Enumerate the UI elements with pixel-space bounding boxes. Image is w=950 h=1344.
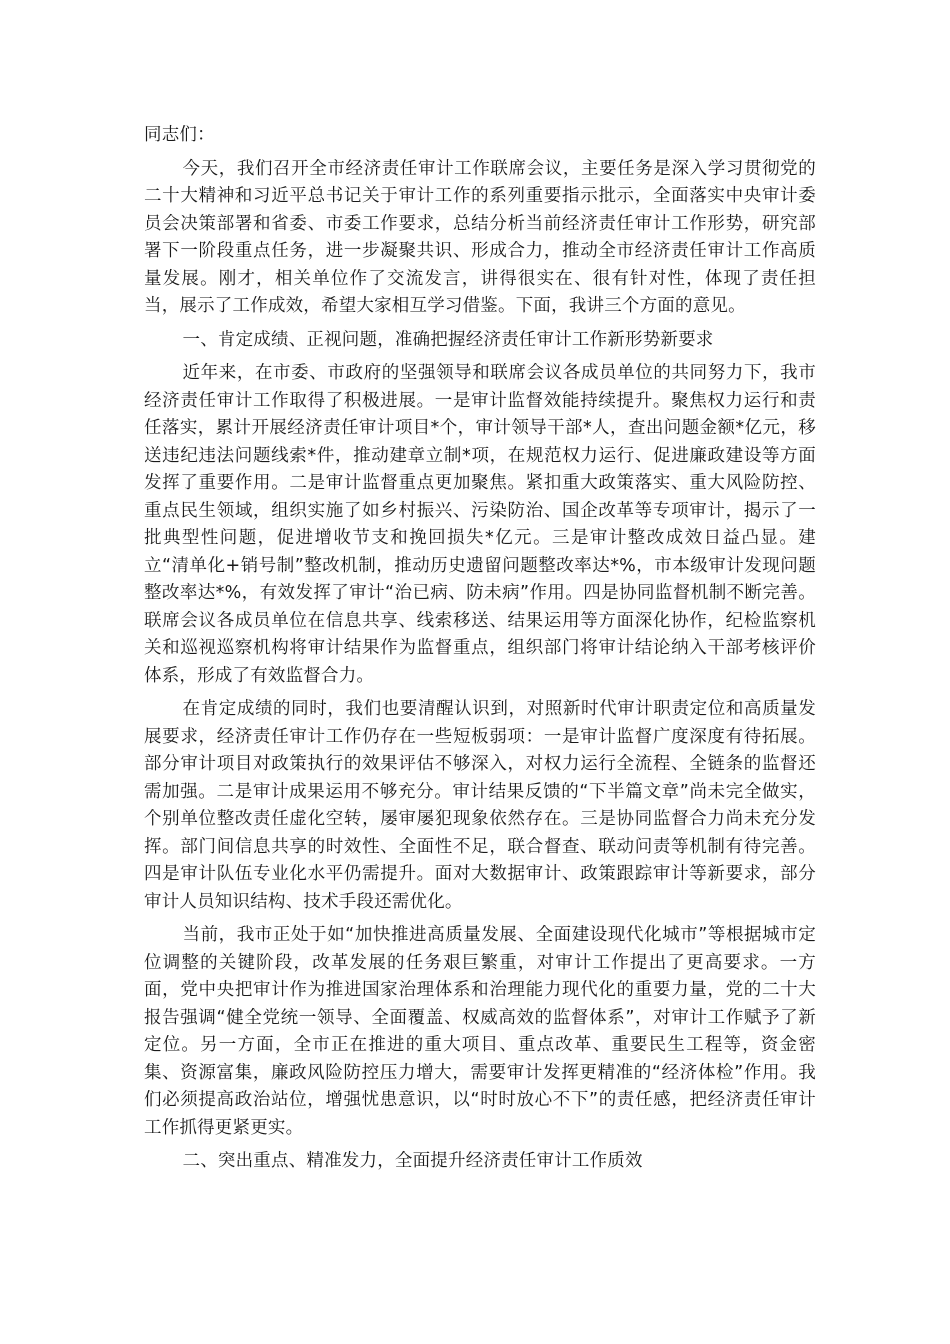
greeting: 同志们：: [144, 125, 215, 145]
section-heading-1: 一、肯定成绩、正视问题，准确把握经济责任审计工作新形势新要求: [182, 329, 714, 350]
section-heading-2: 二、突出重点、精准发力，全面提升经济责任审计工作质效: [182, 1151, 643, 1171]
document-body: [144, 122, 816, 1182]
paragraph-current-situation: 当前，我市正处于如“加快推进高质量发展、全面建设现代化城市”等根据城市定位调整的关键阶段，改革发展的任务艰巨繁重，对审计工作提出了更高要求。一方面，党中央把审计作为推进国家治理体系和治理能力现代化的重要力量，党的二十大报告强调“健全党统一领导、全面覆盖、权威高效的监督体系”，对审计工作赋予了新定位。另一方面，全市正在推进的重大项目、重点改革、重要民生工程等，资金密集、资源富集，廉政风险防控压力增大，需要审计发挥更精准的“经济体检”作用。我们必须提高政治站位，增强忧患意识，以“时时放心不下”的责任感，把经济责任审计工作抓得更紧更实。: [144, 925, 816, 1138]
paragraph-achievements: 近年来，在市委、市政府的坚强领导和联席会议各成员单位的共同努力下，我市经济责任审计工作取得了积极进展。一是审计监督效能持续提升。聚焦权力运行和责任落实，累计开展经济责任审计项目*个，审计领导干部*人，查出问题金额*亿元，移送违纪违法问题线索*件，推动建章立制*项，在规范权力运行、促进廉政建设等方面发挥了重要作用。二是审计监督重点更加聚焦。紧扣重大政策落实、重大风险防控、重点民生领域，组织实施了如乡村振兴、污染防治、国企改革等专项审计，揭示了一批典型性问题，促进增收节支和挽回损失*亿元。三是审计整改成效日益凸显。建立“清单化+销号制”整改机制，推动历史遗留问题整改率达*%，市本级审计发现问题整改率达*%，有效发挥了审计“治已病、防未病”作用。四是协同监督机制不断完善。联席会议各成员单位在信息共享、线索移送、结果运用等方面深化协作，纪检监察机关和巡视巡察机构将审计结果作为监督重点，组织部门将审计结论纳入干部考核评价体系，形成了有效监督合力。: [144, 363, 816, 686]
paragraph-intro: 今天，我们召开全市经济责任审计工作联席会议，主要任务是深入学习贯彻党的二十大精神和习近平总书记关于审计工作的系列重要指示批示，全面落实中央审计委员会决策部署和省委、市委工作要求，总结分析当前经济责任审计工作形势，研究部署下一阶段重点任务，进一步凝聚共识、形成合力，推动全市经济责任审计工作高质量发展。刚才，相关单位作了交流发言，讲得很实在、很有针对性，体现了责任担当，展示了工作成效，希望大家相互学习借鉴。下面，我讲三个方面的意见。: [144, 158, 816, 316]
paragraph-shortcomings: 在肯定成绩的同时，我们也要清醒认识到，对照新时代审计职责定位和高质量发展要求，经济责任审计工作仍存在一些短板弱项：一是审计监督广度深度有待拓展。部分审计项目对政策执行的效果评估不够深入，对权力运行全流程、全链条的监督还需加强。二是审计成果运用不够充分。审计结果反馈的“下半篇文章”尚未完全做实，个别单位整改责任虚化空转，屡审屡犯现象依然存在。三是协同监督合力尚未充分发挥。部门间信息共享的时效性、全面性不足，联合督查、联动问责等机制有待完善。四是审计队伍专业化水平仍需提升。面对大数据审计、政策跟踪审计等新要求，部分审计人员知识结构、技术手段还需优化。: [144, 699, 816, 912]
